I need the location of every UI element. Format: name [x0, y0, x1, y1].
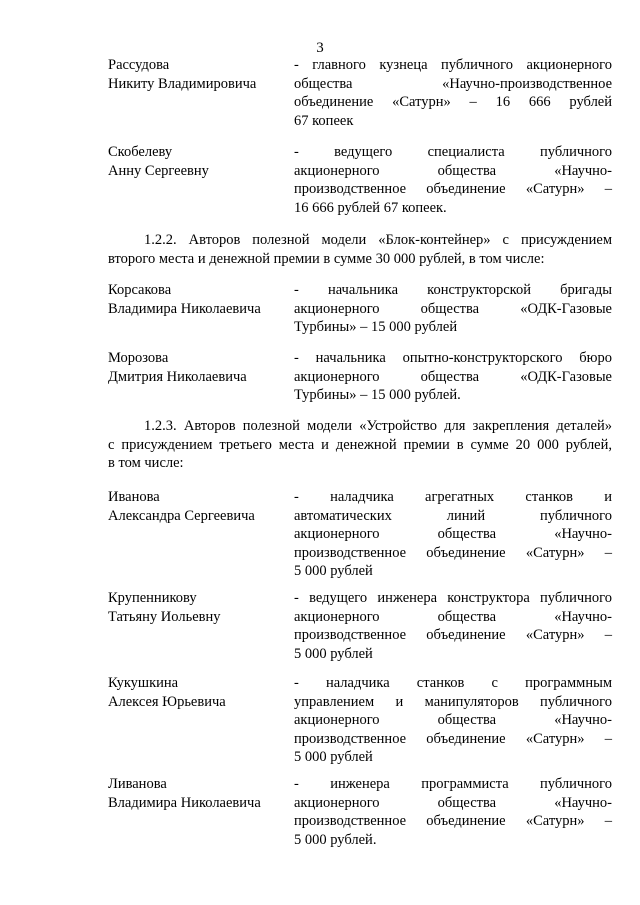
role-line: 5 000 рублей: [294, 749, 373, 765]
paragraph-line: в том числе:: [108, 455, 184, 471]
role-line: производственное объединение «Сатурн» –: [294, 544, 612, 561]
role-line: - наладчика станков с программным: [294, 675, 612, 691]
person-name: [108, 143, 288, 180]
surname: Скобелеву: [108, 144, 173, 160]
person-name: [108, 775, 288, 812]
person-name: [108, 56, 288, 93]
surname: Ливанова: [108, 776, 167, 792]
person-role: [294, 674, 612, 767]
surname: Корсакова: [108, 282, 172, 298]
role-line: акционерного общества «ОДК-Газовые: [294, 368, 612, 385]
role-line: акционерного общества «Научно-: [294, 794, 612, 811]
person-role: [294, 775, 612, 849]
given-names: Дмитрия Николаевича: [108, 368, 247, 385]
person-name: [108, 488, 288, 525]
section-1-2-3: [108, 417, 612, 473]
role-line: - инженера программиста публичного: [294, 776, 612, 792]
role-line: 5 000 рублей: [294, 563, 373, 579]
role-line: производственное объединение «Сатурн» –: [294, 181, 612, 197]
role-line: производственное объединение «Сатурн» –: [294, 730, 612, 747]
surname: Морозова: [108, 350, 169, 366]
person-name: [108, 589, 288, 626]
role-line: акционерного общества «Научно-: [294, 712, 612, 728]
person-name: [108, 349, 288, 386]
given-names: Анну Сергеевну: [108, 162, 209, 179]
surname: Кукушкина: [108, 675, 179, 691]
role-line: - ведущего инженера конструктора публичного: [294, 590, 612, 606]
person-role: [294, 56, 612, 130]
person-role: [294, 589, 612, 663]
given-names: Владимира Николаевича: [108, 300, 261, 317]
role-line: 16 666 рублей 67 копеек.: [294, 199, 447, 216]
role-line: акционерного общества «Научно-: [294, 526, 612, 542]
surname: Рассудова: [108, 57, 170, 73]
role-line: Турбины» – 15 000 рублей: [294, 319, 458, 335]
role-line: - начальника опытно-конструкторского бюро: [294, 350, 612, 366]
paragraph-line: второго места и денежной премии в сумме 30 000 рублей, в том числе:: [108, 250, 545, 267]
person-role: [294, 488, 612, 581]
role-line: - главного кузнеца публичного акционерного: [294, 57, 612, 73]
page-number: 3: [316, 40, 324, 56]
person-role: [294, 281, 612, 337]
section-1-2-2: [108, 231, 612, 268]
surname: Крупенникову: [108, 590, 197, 606]
role-line: 5 000 рублей: [294, 645, 373, 662]
role-line: производственное объединение «Сатурн» –: [294, 813, 612, 829]
role-line: 5 000 рублей.: [294, 831, 377, 848]
role-line: автоматических линий публичного: [294, 507, 612, 524]
paragraph-line: 1.2.3. Авторов полезной модели «Устройство для закрепления деталей»: [144, 418, 612, 434]
role-line: акционерного общества «ОДК-Газовые: [294, 300, 612, 317]
person-name: [108, 674, 288, 711]
given-names: Алексея Юрьевича: [108, 693, 226, 710]
role-line: производственное объединение «Сатурн» –: [294, 627, 612, 643]
surname: Иванова: [108, 489, 160, 505]
paragraph-line: 1.2.2. Авторов полезной модели «Блок-контейнер» с присуждением: [144, 232, 612, 248]
role-line: Турбины» – 15 000 рублей.: [294, 387, 461, 403]
person-role: [294, 349, 612, 405]
role-line: общества «Научно-производственное: [294, 75, 612, 92]
role-line: акционерного общества «Научно-: [294, 162, 612, 179]
given-names: Владимира Николаевича: [108, 794, 261, 811]
role-line: управлением и манипуляторов публичного: [294, 693, 612, 710]
given-names: Татьяну Иольевну: [108, 608, 221, 625]
role-line: - ведущего специалиста публичного: [294, 144, 612, 160]
role-line: 67 копеек: [294, 112, 354, 129]
role-line: объединение «Сатурн» – 16 666 рублей: [294, 94, 612, 110]
given-names: Никиту Владимировича: [108, 75, 257, 92]
given-names: Александра Сергеевича: [108, 507, 255, 524]
role-line: - начальника конструкторской бригады: [294, 282, 612, 298]
person-name: [108, 281, 288, 318]
paragraph-line: с присуждением третьего места и денежной премии в сумме 20 000 рублей,: [108, 436, 612, 453]
role-line: акционерного общества «Научно-: [294, 608, 612, 625]
person-role: [294, 143, 612, 217]
role-line: - наладчика агрегатных станков и: [294, 489, 612, 505]
